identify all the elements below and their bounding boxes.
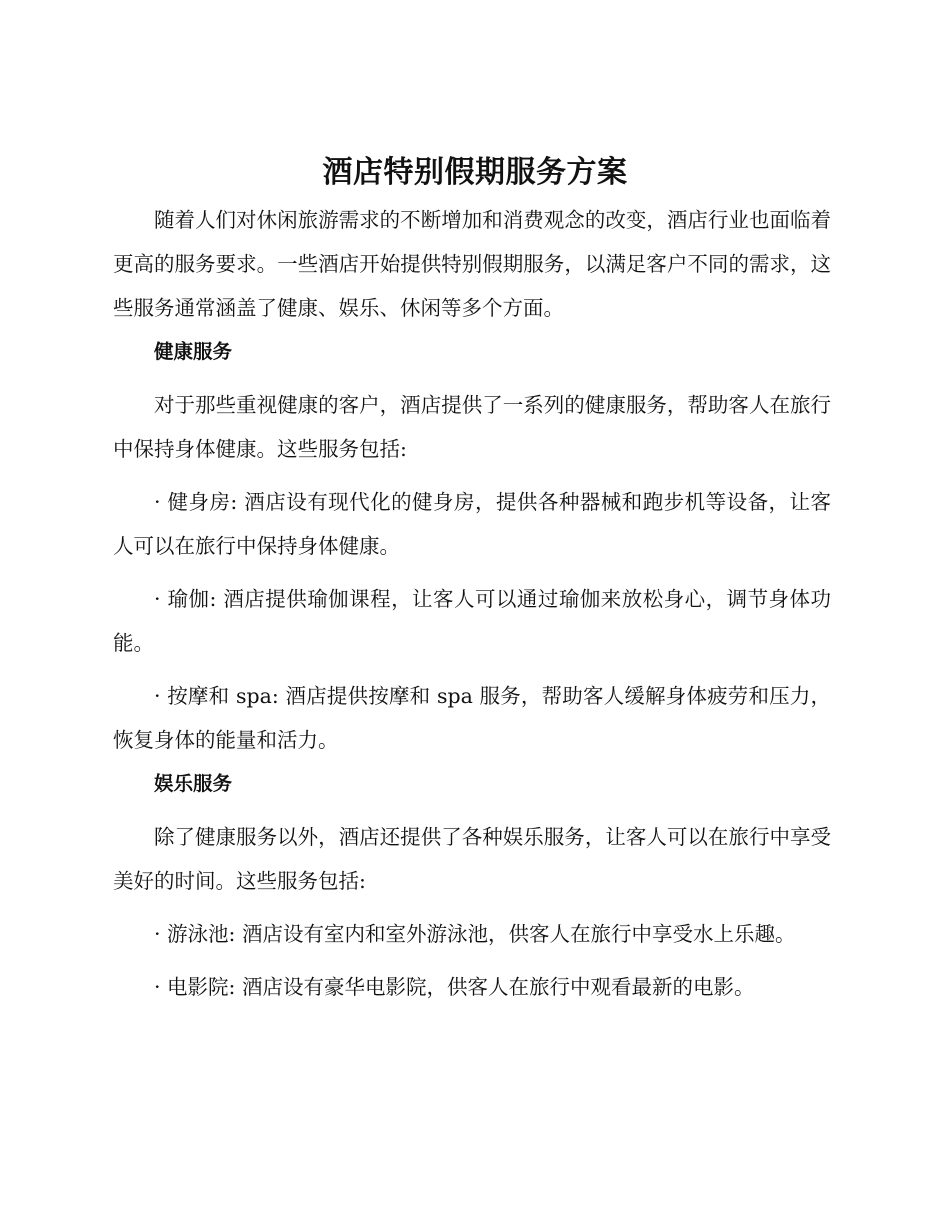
health-item-yoga: · 瑜伽: 酒店提供瑜伽课程，让客人可以通过瑜伽来放松身心，调节身体功能。 bbox=[113, 587, 831, 655]
intro-paragraph: 随着人们对休闲旅游需求的不断增加和消费观念的改变，酒店行业也面临着更高的服务要求。一些酒店开始提供特别假期服务，以满足客户不同的需求，这些服务通常涵盖了健康、娱乐、休闲等多个方面。 bbox=[113, 208, 831, 320]
document-title: 酒店特别假期服务方案 bbox=[322, 155, 628, 190]
document-body bbox=[113, 198, 831, 1009]
health-item-spa: · 按摩和 spa: 酒店提供按摩和 spa 服务，帮助客人缓解身体疲劳和压力，恢复身体的能量和活力。 bbox=[113, 684, 831, 752]
health-section-heading: 健康服务 bbox=[153, 340, 232, 363]
health-intro-paragraph: 对于那些重视健康的客户，酒店提供了一系列的健康服务，帮助客人在旅行中保持身体健康。这些服务包括: bbox=[113, 393, 831, 461]
entertainment-item-pool: · 游泳池: 酒店设有室内和室外游泳池，供客人在旅行中享受水上乐趣。 bbox=[154, 922, 796, 946]
entertainment-item-cinema: · 电影院: 酒店设有豪华电影院，供客人在旅行中观看最新的电影。 bbox=[154, 975, 755, 999]
entertainment-section-heading: 娱乐服务 bbox=[153, 772, 232, 795]
entertainment-intro-paragraph: 除了健康服务以外，酒店还提供了各种娱乐服务，让客人可以在旅行中享受美好的时间。这些服务包括: bbox=[113, 825, 831, 893]
health-item-gym: · 健身房: 酒店设有现代化的健身房，提供各种器械和跑步机等设备，让客人可以在旅行中保持身体健康。 bbox=[113, 490, 831, 558]
